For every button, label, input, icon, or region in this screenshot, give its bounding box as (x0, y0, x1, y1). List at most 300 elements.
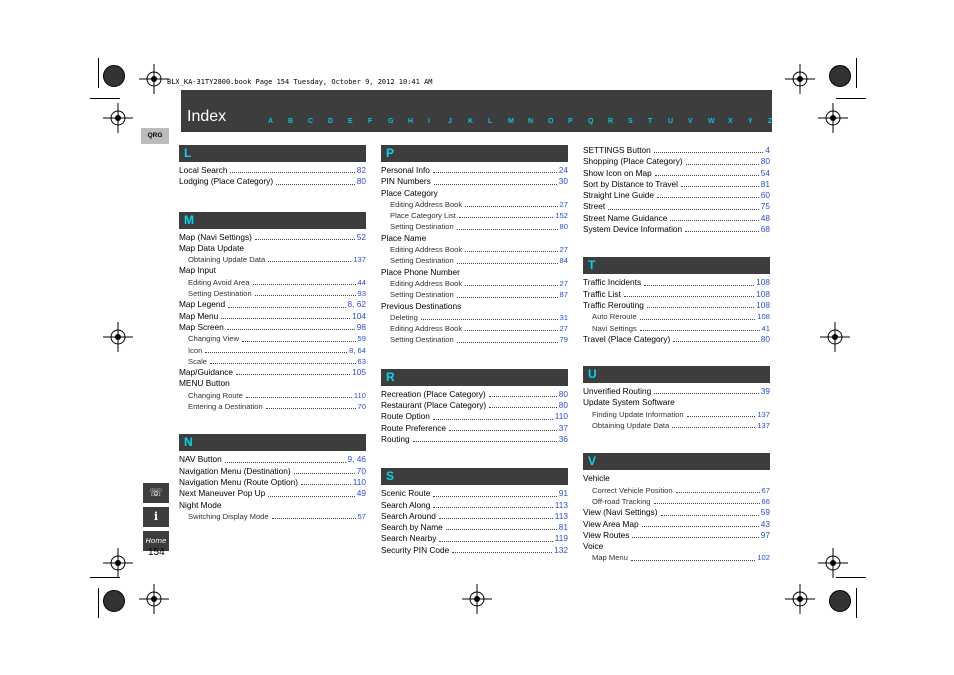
index-entry[interactable] (583, 156, 770, 167)
alphabet-link-w[interactable]: W (708, 118, 715, 125)
alphabet-link-s[interactable]: S (628, 118, 633, 125)
entry-page-link[interactable]: 113 (554, 499, 568, 510)
entry-text: Obtaining Update Data (592, 421, 670, 431)
section-letter: N (179, 434, 366, 451)
index-entry[interactable] (179, 254, 366, 265)
entry-text: Navigation Menu (Route Option) (179, 476, 298, 487)
entry-text: Setting Destination (390, 335, 454, 345)
entry-page-link[interactable]: 4 (765, 145, 770, 155)
section-letter: M (179, 212, 366, 229)
entry-text: Next Maneuver Pop Up (179, 488, 266, 499)
entry-text: Correct Vehicle Position (592, 485, 673, 495)
entry-text: Finding Update Information (592, 409, 684, 419)
index-entry[interactable] (381, 500, 568, 511)
alphabet-link-o[interactable]: O (548, 118, 554, 125)
index-entry[interactable] (583, 213, 770, 224)
index-entry[interactable] (381, 434, 568, 445)
index-entry[interactable] (583, 507, 770, 518)
alphabet-link-q[interactable]: Q (588, 118, 594, 125)
leader-dots (446, 522, 557, 530)
entry-text: Navi Settings (592, 323, 637, 333)
entry-page-link[interactable]: 110 (554, 411, 568, 422)
alphabet-link-d[interactable]: D (328, 118, 334, 125)
leader-dots (670, 213, 758, 221)
entry-text: Map Data Update (179, 242, 245, 253)
leader-dots (452, 545, 552, 553)
index-entry[interactable] (381, 334, 568, 345)
entry-text: Route Preference (381, 422, 447, 433)
entry-page-link[interactable]: 137 (757, 409, 770, 419)
entry-page-link[interactable]: 113 (554, 510, 568, 521)
index-entry[interactable] (381, 545, 568, 556)
entry-page-link[interactable]: 52 (356, 231, 366, 242)
entry-text: Voice (583, 541, 604, 552)
entry-text: Setting Destination (390, 290, 454, 300)
entry-page-link[interactable]: 87 (559, 290, 568, 300)
entry-page-link[interactable]: 110 (353, 390, 366, 400)
entry-text: Obtaining Update Data (188, 255, 266, 265)
index-entry[interactable] (583, 201, 770, 212)
entry-page-link[interactable]: 80 (760, 156, 770, 167)
entry-text: Deleting (390, 312, 418, 322)
index-entry[interactable] (583, 485, 770, 496)
entry-text: Traffic Incidents (583, 277, 642, 288)
leader-dots (433, 500, 552, 508)
leader-dots (676, 485, 760, 493)
index-entry[interactable] (179, 176, 366, 187)
entry-text: Route Option (381, 411, 430, 422)
leader-dots (465, 199, 557, 207)
entry-page-link[interactable]: 84 (559, 256, 568, 266)
entry-page-link[interactable]: 8, 64 (349, 345, 366, 355)
entry-text: Street Name Guidance (583, 212, 668, 223)
entry-page-link[interactable]: 48 (760, 212, 770, 223)
index-entry (583, 397, 770, 408)
leader-dots (465, 278, 557, 286)
alphabet-link-k[interactable]: K (468, 118, 474, 125)
index-entry (381, 267, 568, 278)
leader-dots (489, 400, 557, 408)
entry-text: Traffic Rerouting (583, 299, 644, 310)
entry-page-link[interactable]: 41 (761, 323, 770, 333)
entry-page-link[interactable]: 43 (760, 518, 770, 529)
entry-page-link[interactable]: 8, 62 (347, 299, 366, 310)
voice-command-icon[interactable]: ☏ (143, 483, 169, 503)
index-entry[interactable] (583, 224, 770, 235)
registration-dial-icon (103, 590, 125, 612)
index-entry[interactable] (583, 289, 770, 300)
entry-page-link[interactable]: 108 (756, 299, 770, 310)
entry-page-link[interactable]: 39 (760, 386, 770, 397)
entry-text: View (Navi Settings) (583, 507, 658, 518)
index-entry[interactable] (381, 488, 568, 499)
entry-text: Shopping (Place Category) (583, 156, 683, 167)
leader-dots (654, 496, 760, 504)
entry-page-link[interactable]: 80 (558, 388, 568, 399)
index-entry[interactable] (381, 411, 568, 422)
leader-dots (673, 334, 758, 342)
index-entry[interactable] (381, 389, 568, 400)
index-entry[interactable] (179, 454, 366, 465)
index-entry (179, 378, 366, 389)
entry-page-link[interactable]: 102 (757, 553, 770, 563)
index-section (583, 145, 770, 235)
entry-text: Local Search (179, 165, 228, 175)
index-entry[interactable] (381, 176, 568, 187)
index-entry[interactable] (179, 277, 366, 288)
entry-page-link[interactable]: 59 (760, 507, 770, 518)
index-entry[interactable] (583, 311, 770, 322)
section-letter: V (583, 453, 770, 470)
index-entry[interactable] (179, 311, 366, 322)
index-entry[interactable] (381, 244, 568, 255)
index-entry[interactable] (583, 179, 770, 190)
entry-text: Traffic List (583, 288, 621, 299)
entry-text: Map (Navi Settings) (179, 231, 252, 242)
entry-text: Setting Destination (390, 222, 454, 232)
entry-page-link[interactable]: 37 (558, 422, 568, 433)
entry-page-link[interactable]: 70 (356, 465, 366, 476)
entry-text: Switching Display Mode (188, 511, 269, 521)
alphabet-link-h[interactable]: H (408, 118, 414, 125)
entry-page-link[interactable]: 27 (559, 245, 568, 255)
index-entry[interactable] (381, 423, 568, 434)
leader-dots (434, 176, 557, 184)
alphabet-link-z[interactable]: Z (768, 118, 773, 125)
entry-text: Recreation (Place Category) (381, 388, 486, 399)
index-entry[interactable] (179, 390, 366, 401)
entry-text: Editing Avoid Area (188, 277, 250, 287)
entry-page-link[interactable]: 59 (357, 334, 366, 344)
entry-page-link[interactable]: 54 (760, 167, 770, 178)
alphabet-link-c[interactable]: C (308, 118, 314, 125)
index-section-l (179, 145, 366, 188)
index-entry[interactable] (381, 278, 568, 289)
index-entry[interactable] (179, 165, 366, 176)
registration-mark-icon (818, 103, 848, 133)
leader-dots (253, 277, 356, 285)
entry-page-link[interactable]: 66 (761, 496, 770, 506)
index-section-p (381, 145, 568, 346)
entry-page-link[interactable]: 75 (760, 201, 770, 212)
entry-text: Lodging (Place Category) (179, 176, 274, 187)
entry-text: Routing (381, 433, 410, 444)
leader-dots (654, 145, 764, 153)
index-entry[interactable] (583, 323, 770, 334)
alphabet-link-x[interactable]: X (728, 118, 733, 125)
entry-page-link[interactable]: 110 (352, 476, 366, 487)
index-column-3 (583, 145, 770, 564)
info-icon[interactable]: i (143, 507, 169, 527)
entry-text: Street (583, 201, 606, 212)
entry-page-link[interactable]: 80 (760, 333, 770, 344)
index-header (181, 90, 772, 132)
index-section-s (381, 468, 568, 556)
index-entry[interactable] (179, 333, 366, 344)
entry-page-link[interactable]: 36 (558, 433, 568, 444)
entry-page-link[interactable]: 98 (356, 321, 366, 332)
leader-dots (631, 552, 755, 560)
entry-text: Icon (188, 345, 203, 355)
index-entry[interactable] (381, 312, 568, 323)
index-entry[interactable] (583, 496, 770, 507)
leader-dots (489, 389, 557, 397)
leader-dots (433, 488, 556, 496)
index-entry[interactable] (583, 277, 770, 288)
leader-dots (255, 232, 355, 240)
entry-page-link[interactable]: 80 (558, 400, 568, 411)
entry-text: Restaurant (Place Category) (381, 400, 487, 411)
entry-page-link[interactable]: 108 (756, 288, 770, 299)
index-entry[interactable] (381, 323, 568, 334)
index-entry[interactable] (179, 367, 366, 378)
leader-dots (647, 300, 754, 308)
alphabet-link-j[interactable]: J (448, 118, 452, 125)
entry-page-link[interactable]: 80 (559, 222, 568, 232)
entry-page-link[interactable]: 31 (559, 312, 568, 322)
entry-text: Changing View (188, 334, 239, 344)
leader-dots (225, 454, 346, 462)
entry-text: Scenic Route (381, 488, 431, 499)
entry-page-link[interactable]: 97 (760, 529, 770, 540)
leader-dots (221, 311, 350, 319)
entry-text: Place Category (381, 187, 438, 198)
leader-dots (210, 356, 356, 364)
entry-text: Off-road Tracking (592, 496, 651, 506)
entry-page-link[interactable]: 44 (357, 277, 366, 287)
entry-page-link[interactable]: 30 (558, 176, 568, 187)
alphabet-link-i[interactable]: I (428, 118, 430, 125)
entry-text: Personal Info (381, 165, 430, 175)
alphabet-link-p[interactable]: P (568, 118, 573, 125)
entry-text: Map/Guidance (179, 367, 233, 378)
index-entry[interactable] (381, 210, 568, 221)
leader-dots (421, 312, 558, 320)
index-section-n (179, 434, 366, 522)
entry-page-link[interactable]: 91 (558, 488, 568, 499)
leader-dots (413, 434, 557, 442)
alphabet-link-b[interactable]: B (288, 118, 294, 125)
entry-text: Place Category List (390, 211, 456, 221)
index-entry[interactable] (381, 533, 568, 544)
index-entry[interactable] (381, 289, 568, 300)
index-entry[interactable] (179, 511, 366, 522)
index-entry[interactable] (381, 522, 568, 533)
leader-dots (246, 390, 352, 398)
alphabet-link-m[interactable]: M (508, 118, 514, 125)
index-entry[interactable] (179, 322, 366, 333)
entry-page-link[interactable]: 132 (554, 544, 568, 555)
index-entry[interactable] (583, 552, 770, 563)
leader-dots (642, 519, 759, 527)
registration-dial-icon (829, 590, 851, 612)
entry-page-link[interactable]: 79 (559, 335, 568, 345)
leader-dots (640, 311, 756, 319)
entry-page-link[interactable]: 68 (760, 224, 770, 235)
index-entry[interactable] (179, 488, 366, 499)
index-entry[interactable] (179, 232, 366, 243)
entry-text: Search Nearby (381, 533, 437, 544)
entry-text: Unverified Routing (583, 386, 652, 397)
entry-text: Night Mode (179, 499, 222, 510)
index-entry[interactable] (179, 299, 366, 310)
index-entry[interactable] (583, 145, 770, 156)
entry-page-link[interactable]: 137 (353, 255, 366, 265)
alphabet-link-f[interactable]: F (368, 118, 373, 125)
alphabet-link-r[interactable]: R (608, 118, 614, 125)
leader-dots (268, 488, 355, 496)
entry-text: View Routes (583, 529, 630, 540)
alphabet-link-t[interactable]: T (648, 118, 653, 125)
entry-text: Setting Destination (390, 256, 454, 266)
index-entry[interactable] (583, 190, 770, 201)
index-entry[interactable] (583, 420, 770, 431)
alphabet-link-e[interactable]: E (348, 118, 353, 125)
entry-page-link[interactable]: 49 (356, 488, 366, 499)
entry-page-link[interactable]: 137 (757, 421, 770, 431)
alphabet-link-y[interactable]: Y (748, 118, 753, 125)
index-entry (381, 301, 568, 312)
index-entry[interactable] (583, 530, 770, 541)
alphabet-link-l[interactable]: L (488, 118, 493, 125)
section-letter: L (179, 145, 366, 162)
home-label: Home (145, 537, 167, 545)
entry-page-link[interactable]: 24 (558, 165, 568, 175)
leader-dots (624, 289, 754, 297)
entry-page-link[interactable]: 80 (356, 176, 366, 187)
alphabet-link-v[interactable]: V (688, 118, 693, 125)
entry-page-link[interactable]: 105 (352, 367, 366, 378)
leader-dots (465, 244, 557, 252)
entry-page-link[interactable]: 67 (761, 485, 770, 495)
leader-dots (686, 156, 759, 164)
alphabet-link-a[interactable]: A (268, 118, 274, 125)
index-entry[interactable] (179, 466, 366, 477)
entry-page-link[interactable]: 104 (352, 310, 366, 321)
entry-page-link[interactable]: 82 (356, 165, 366, 175)
registration-mark-icon (103, 322, 133, 352)
entry-page-link[interactable]: 9, 46 (347, 454, 366, 465)
leader-dots (449, 423, 557, 431)
leader-dots (657, 190, 759, 198)
index-entry[interactable] (381, 165, 568, 176)
entry-text: NAV Button (179, 454, 222, 465)
index-entry[interactable] (381, 400, 568, 411)
alphabet-link-n[interactable]: N (528, 118, 534, 125)
index-entry[interactable] (583, 168, 770, 179)
index-entry[interactable] (583, 334, 770, 345)
index-entry[interactable] (179, 288, 366, 299)
entry-page-link[interactable]: 27 (559, 199, 568, 209)
leader-dots (672, 420, 755, 428)
entry-text: Map Menu (179, 310, 219, 321)
leader-dots (236, 367, 350, 375)
entry-page-link[interactable]: 60 (760, 190, 770, 201)
index-entry[interactable] (583, 519, 770, 530)
index-entry[interactable] (583, 409, 770, 420)
index-entry[interactable] (381, 199, 568, 210)
index-entry[interactable] (381, 255, 568, 266)
section-letter: U (583, 366, 770, 383)
entry-page-link[interactable]: 63 (357, 356, 366, 366)
index-entry[interactable] (179, 345, 366, 356)
index-column-1 (179, 145, 366, 522)
index-section-m (179, 212, 366, 413)
entry-text: Show Icon on Map (583, 167, 652, 178)
entry-page-link[interactable]: 57 (357, 511, 366, 521)
index-entry[interactable] (381, 511, 568, 522)
print-header: BLX_KA-31TY2800.book Page 154 Tuesday, October 9, 2012 10:41 AM (167, 78, 433, 86)
qrg-button[interactable]: QRG (141, 128, 169, 144)
registration-dial-icon (829, 65, 851, 87)
index-entry[interactable] (179, 356, 366, 367)
entry-text: Scale (188, 356, 207, 366)
entry-text: Previous Destinations (381, 300, 462, 311)
entry-text: Search Around (381, 510, 436, 521)
leader-dots (457, 221, 558, 229)
leader-dots (294, 466, 355, 474)
index-entry (179, 265, 366, 276)
section-letter: P (381, 145, 568, 162)
index-entry (381, 188, 568, 199)
index-entry[interactable] (179, 401, 366, 412)
alphabet-link-g[interactable]: G (388, 118, 394, 125)
entry-page-link[interactable]: 119 (554, 533, 568, 544)
entry-page-link[interactable]: 152 (555, 211, 568, 221)
registration-mark-icon (103, 103, 133, 133)
entry-page-link[interactable]: 108 (756, 277, 770, 288)
entry-page-link[interactable]: 108 (757, 312, 770, 322)
registration-dial-icon (103, 65, 125, 87)
index-entry (381, 233, 568, 244)
entry-text: Security PIN Code (381, 544, 450, 555)
entry-text: Editing Address Book (390, 199, 463, 209)
entry-text: Map Legend (179, 299, 226, 310)
entry-text: Editing Address Book (390, 324, 463, 334)
index-section-t (583, 257, 770, 345)
registration-mark-icon (785, 584, 815, 614)
index-entry (179, 500, 366, 511)
entry-page-link[interactable]: 81 (760, 178, 770, 189)
entry-text: Place Name (381, 232, 427, 243)
index-entry[interactable] (583, 386, 770, 397)
section-letter: S (381, 468, 568, 485)
leader-dots (681, 179, 759, 187)
alphabet-nav (268, 118, 788, 125)
entry-text: Map Menu (592, 553, 628, 563)
entry-text: Sort by Distance to Travel (583, 178, 678, 189)
leader-dots (439, 533, 552, 541)
leader-dots (301, 477, 351, 485)
entry-page-link[interactable]: 81 (558, 522, 568, 533)
index-entry[interactable] (179, 477, 366, 488)
entry-page-link[interactable]: 70 (357, 402, 366, 412)
leader-dots (632, 530, 758, 538)
registration-mark-icon (139, 64, 169, 94)
index-entry[interactable] (381, 221, 568, 232)
entry-text: Map Screen (179, 321, 224, 332)
entry-page-link[interactable]: 93 (357, 289, 366, 299)
entry-page-link[interactable]: 27 (559, 278, 568, 288)
entry-text: Straight Line Guide (583, 190, 655, 201)
alphabet-link-u[interactable]: U (668, 118, 674, 125)
entry-page-link[interactable]: 27 (559, 324, 568, 334)
page-number: 154 (148, 547, 165, 558)
index-column-2 (381, 145, 568, 556)
entry-text: PIN Numbers (381, 176, 431, 187)
entry-text: Changing Route (188, 390, 243, 400)
index-entry[interactable] (583, 300, 770, 311)
